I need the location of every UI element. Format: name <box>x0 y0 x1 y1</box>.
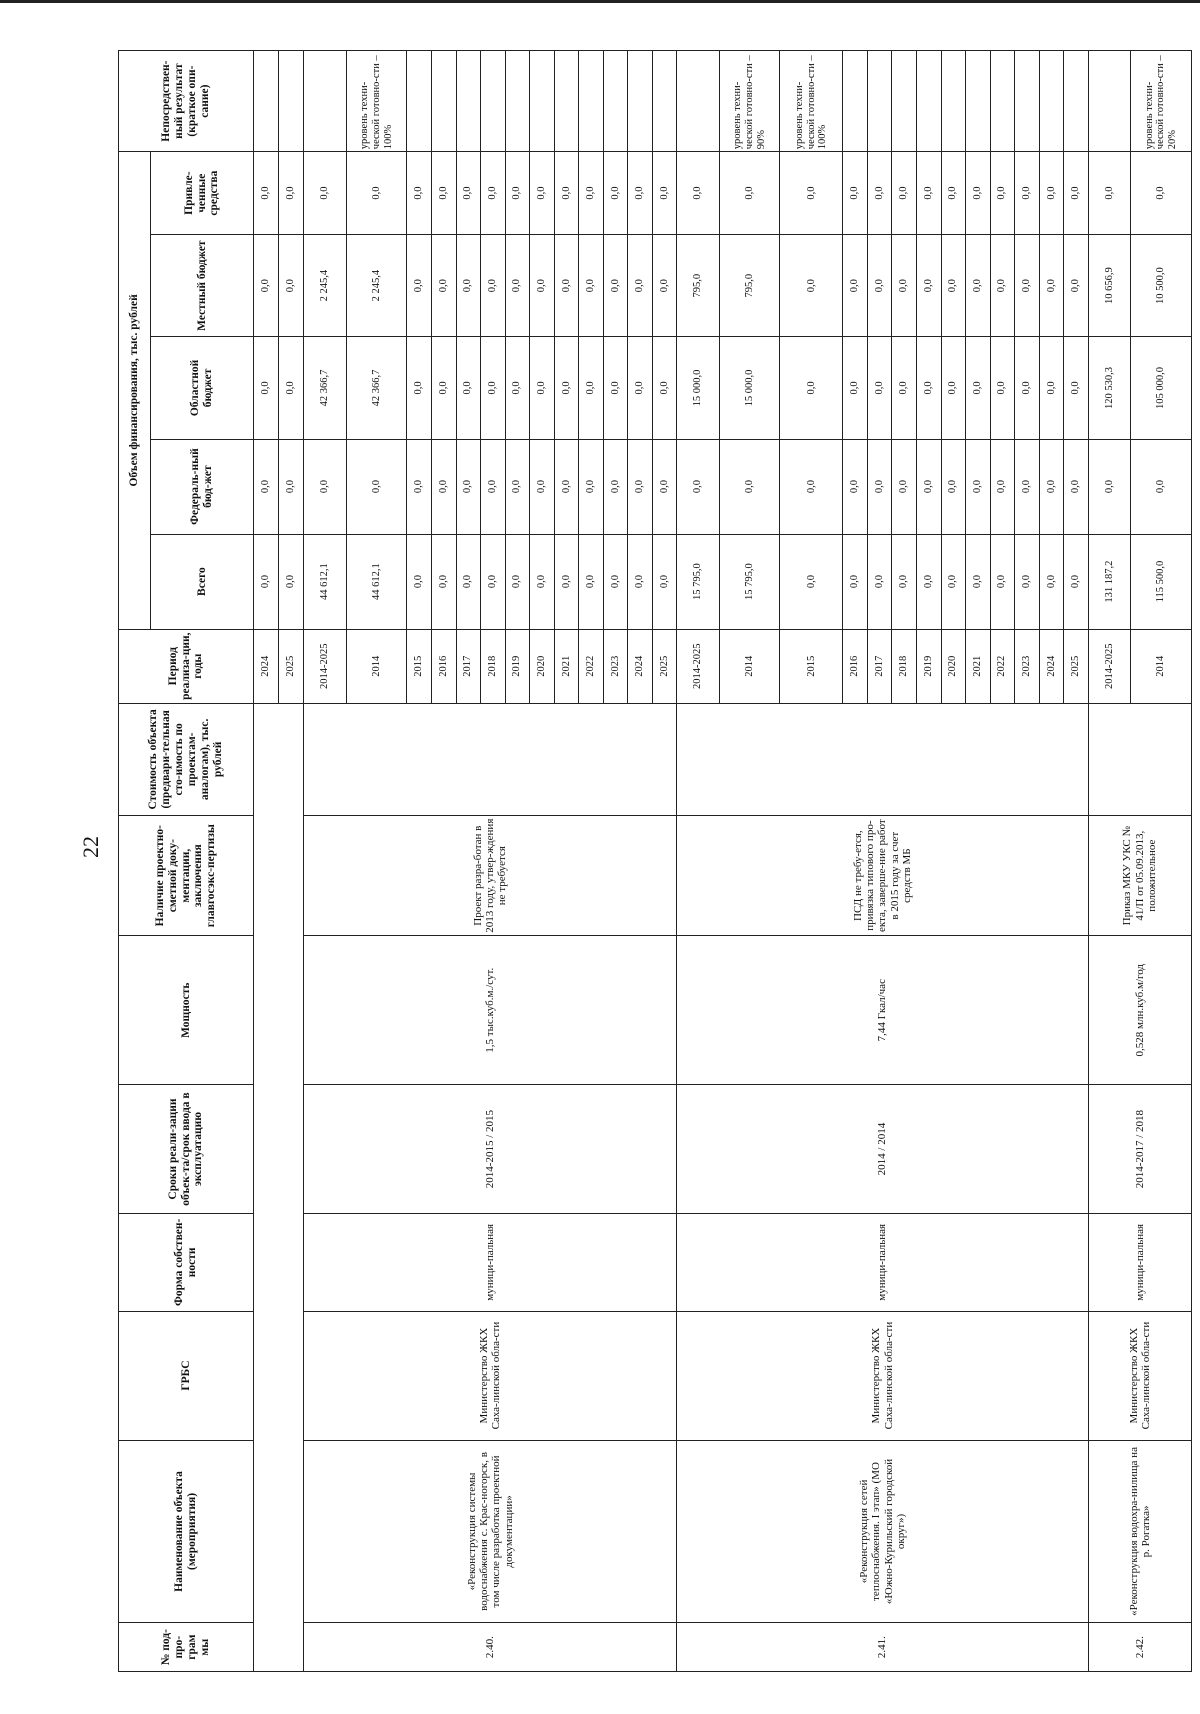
object-name: «Реконструкция сетей теплоснабжения. I этап» (МО «Южно-Курильский городской округ») <box>677 1440 1088 1623</box>
carry-over-blank <box>254 703 304 1671</box>
period-cell: 2014 <box>347 629 407 703</box>
regional-cell: 0,0 <box>407 337 432 439</box>
local-cell: 0,0 <box>966 235 991 337</box>
result-cell <box>254 51 279 152</box>
attracted-cell: 0,0 <box>456 152 481 235</box>
total-cell: 0,0 <box>628 534 653 629</box>
regional-cell: 42 366,7 <box>347 337 407 439</box>
result-cell <box>603 51 628 152</box>
total-cell: 0,0 <box>941 534 966 629</box>
header-design-docs: Наличие проектно-сметной доку-ментации, заключения главгосэкс-пертизы <box>119 815 254 936</box>
attracted-cell: 0,0 <box>628 152 653 235</box>
local-cell: 0,0 <box>892 235 917 337</box>
object-design-docs: Проект разра-ботан в 2013 году, утвер-ждения не требуется <box>304 815 677 936</box>
attracted-cell: 0,0 <box>505 152 530 235</box>
result-cell <box>279 51 304 152</box>
result-cell: уровень техни-ческой готовно-сти – 20% <box>1131 51 1192 152</box>
total-cell: 0,0 <box>843 534 868 629</box>
local-cell: 0,0 <box>579 235 604 337</box>
header-no: № под-про-грам мы <box>119 1623 254 1672</box>
period-cell: 2014 <box>1131 629 1192 703</box>
total-cell: 0,0 <box>780 534 843 629</box>
regional-cell: 0,0 <box>628 337 653 439</box>
regional-cell: 0,0 <box>554 337 579 439</box>
federal-cell: 0,0 <box>554 439 579 534</box>
result-cell <box>554 51 579 152</box>
top-edge-rule <box>0 0 1200 3</box>
regional-cell: 0,0 <box>652 337 677 439</box>
result-cell <box>628 51 653 152</box>
program-objects-table <box>118 50 1192 1672</box>
federal-cell: 0,0 <box>843 439 868 534</box>
regional-cell: 0,0 <box>916 337 941 439</box>
period-cell: 2025 <box>279 629 304 703</box>
federal-cell: 0,0 <box>941 439 966 534</box>
header-terms: Сроки реали-зации объек-та/срок ввода в эксплуатацию <box>119 1085 254 1214</box>
federal-cell: 0,0 <box>456 439 481 534</box>
period-cell: 2018 <box>892 629 917 703</box>
federal-cell: 0,0 <box>628 439 653 534</box>
regional-cell: 0,0 <box>254 337 279 439</box>
regional-cell: 0,0 <box>481 337 506 439</box>
header-local: Местный бюджет <box>151 235 254 337</box>
result-cell <box>432 51 457 152</box>
total-cell: 0,0 <box>254 534 279 629</box>
result-cell: уровень техни-ческой готовно-сти – 90% <box>720 51 780 152</box>
period-cell: 2025 <box>1064 629 1089 703</box>
result-cell <box>941 51 966 152</box>
table-row <box>1088 51 1131 1672</box>
attracted-cell: 0,0 <box>407 152 432 235</box>
regional-cell: 0,0 <box>966 337 991 439</box>
total-cell: 0,0 <box>1064 534 1089 629</box>
local-cell: 10 500,0 <box>1131 235 1192 337</box>
regional-cell: 0,0 <box>1064 337 1089 439</box>
total-cell: 0,0 <box>916 534 941 629</box>
rotated-table-container <box>118 50 1192 1672</box>
regional-cell: 0,0 <box>530 337 555 439</box>
regional-cell: 0,0 <box>867 337 892 439</box>
regional-cell: 0,0 <box>1015 337 1040 439</box>
object-grbs: Министерство ЖКХ Саха-линской обла-сти <box>1088 1311 1191 1440</box>
total-cell: 0,0 <box>966 534 991 629</box>
attracted-cell: 0,0 <box>652 152 677 235</box>
period-cell: 2024 <box>254 629 279 703</box>
total-cell: 0,0 <box>1015 534 1040 629</box>
regional-cell: 0,0 <box>780 337 843 439</box>
local-cell: 0,0 <box>843 235 868 337</box>
header-period: Период реализа-ции, годы <box>119 629 254 703</box>
local-cell: 0,0 <box>1015 235 1040 337</box>
federal-cell: 0,0 <box>407 439 432 534</box>
attracted-cell: 0,0 <box>304 152 347 235</box>
result-cell <box>966 51 991 152</box>
total-cell: 15 795,0 <box>720 534 780 629</box>
table-row <box>304 51 347 1672</box>
result-cell <box>530 51 555 152</box>
total-cell: 0,0 <box>1039 534 1064 629</box>
federal-cell: 0,0 <box>780 439 843 534</box>
local-cell: 0,0 <box>432 235 457 337</box>
regional-cell: 0,0 <box>432 337 457 439</box>
header-capacity: Мощность <box>119 936 254 1085</box>
local-cell: 2 245,4 <box>347 235 407 337</box>
federal-cell: 0,0 <box>432 439 457 534</box>
federal-cell: 0,0 <box>481 439 506 534</box>
regional-cell: 0,0 <box>279 337 304 439</box>
local-cell: 0,0 <box>1039 235 1064 337</box>
regional-cell: 0,0 <box>456 337 481 439</box>
object-capacity: 0,528 млн.куб.м/год <box>1088 936 1191 1085</box>
table-header <box>119 51 254 1672</box>
total-cell: 0,0 <box>456 534 481 629</box>
period-cell: 2020 <box>530 629 555 703</box>
federal-cell: 0,0 <box>720 439 780 534</box>
total-cell: 0,0 <box>579 534 604 629</box>
attracted-cell: 0,0 <box>916 152 941 235</box>
federal-cell: 0,0 <box>1131 439 1192 534</box>
header-funding-group: Объем финансирования, тыс. рублей <box>119 152 151 629</box>
local-cell: 0,0 <box>628 235 653 337</box>
object-cost <box>1088 703 1191 815</box>
total-cell: 0,0 <box>481 534 506 629</box>
regional-cell: 42 366,7 <box>304 337 347 439</box>
object-design-docs: ПСД не требу-ется, привязка типового про-екта, заверше-ние работ в 2015 году за счет средств МБ <box>677 815 1088 936</box>
object-ownership: муници-пальная <box>304 1214 677 1311</box>
local-cell: 0,0 <box>941 235 966 337</box>
period-cell: 2023 <box>1015 629 1040 703</box>
attracted-cell: 0,0 <box>677 152 720 235</box>
result-cell: уровень техни-ческой готовно-сти – 100% <box>347 51 407 152</box>
period-cell: 2014-2025 <box>1088 629 1131 703</box>
period-cell: 2023 <box>603 629 628 703</box>
federal-cell: 0,0 <box>1039 439 1064 534</box>
result-cell <box>505 51 530 152</box>
local-cell: 0,0 <box>505 235 530 337</box>
local-cell: 0,0 <box>990 235 1015 337</box>
object-grbs: Министерство ЖКХ Саха-линской обла-сти <box>677 1311 1088 1440</box>
attracted-cell: 0,0 <box>1131 152 1192 235</box>
period-cell: 2015 <box>407 629 432 703</box>
total-cell: 0,0 <box>892 534 917 629</box>
local-cell: 2 245,4 <box>304 235 347 337</box>
total-cell: 115 500,0 <box>1131 534 1192 629</box>
local-cell: 0,0 <box>554 235 579 337</box>
total-cell: 0,0 <box>530 534 555 629</box>
regional-cell: 0,0 <box>990 337 1015 439</box>
attracted-cell: 0,0 <box>867 152 892 235</box>
attracted-cell: 0,0 <box>966 152 991 235</box>
total-cell: 0,0 <box>407 534 432 629</box>
object-name: «Реконструкция водохра-нилища на р. Рогатка» <box>1088 1440 1191 1623</box>
attracted-cell: 0,0 <box>347 152 407 235</box>
local-cell: 0,0 <box>916 235 941 337</box>
local-cell: 0,0 <box>254 235 279 337</box>
local-cell: 0,0 <box>481 235 506 337</box>
header-ownership: Форма собствен-ности <box>119 1214 254 1311</box>
attracted-cell: 0,0 <box>990 152 1015 235</box>
total-cell: 0,0 <box>603 534 628 629</box>
result-cell <box>990 51 1015 152</box>
attracted-cell: 0,0 <box>279 152 304 235</box>
period-cell: 2017 <box>456 629 481 703</box>
result-cell <box>677 51 720 152</box>
header-attracted: Привле-ченные средства <box>151 152 254 235</box>
attracted-cell: 0,0 <box>579 152 604 235</box>
total-cell: 131 187,2 <box>1088 534 1131 629</box>
attracted-cell: 0,0 <box>720 152 780 235</box>
federal-cell: 0,0 <box>916 439 941 534</box>
attracted-cell: 0,0 <box>554 152 579 235</box>
object-capacity: 7,44 Гкал/час <box>677 936 1088 1085</box>
period-cell: 2021 <box>966 629 991 703</box>
period-cell: 2020 <box>941 629 966 703</box>
result-cell <box>867 51 892 152</box>
attracted-cell: 0,0 <box>603 152 628 235</box>
regional-cell: 0,0 <box>603 337 628 439</box>
result-cell <box>1064 51 1089 152</box>
period-cell: 2024 <box>1039 629 1064 703</box>
object-terms: 2014-2017 / 2018 <box>1088 1085 1191 1214</box>
result-cell <box>652 51 677 152</box>
local-cell: 0,0 <box>603 235 628 337</box>
total-cell: 0,0 <box>867 534 892 629</box>
local-cell: 795,0 <box>720 235 780 337</box>
period-cell: 2014 <box>720 629 780 703</box>
object-terms: 2014-2015 / 2015 <box>304 1085 677 1214</box>
object-cost <box>677 703 1088 815</box>
total-cell: 0,0 <box>652 534 677 629</box>
total-cell: 0,0 <box>279 534 304 629</box>
object-number: 2.40. <box>304 1623 677 1672</box>
federal-cell: 0,0 <box>1064 439 1089 534</box>
attracted-cell: 0,0 <box>530 152 555 235</box>
result-cell <box>1088 51 1131 152</box>
federal-cell: 0,0 <box>579 439 604 534</box>
attracted-cell: 0,0 <box>1064 152 1089 235</box>
local-cell: 0,0 <box>407 235 432 337</box>
local-cell: 0,0 <box>652 235 677 337</box>
period-cell: 2014-2025 <box>304 629 347 703</box>
federal-cell: 0,0 <box>304 439 347 534</box>
regional-cell: 0,0 <box>941 337 966 439</box>
total-cell: 44 612,1 <box>304 534 347 629</box>
attracted-cell: 0,0 <box>843 152 868 235</box>
regional-cell: 0,0 <box>843 337 868 439</box>
federal-cell: 0,0 <box>1088 439 1131 534</box>
result-cell <box>892 51 917 152</box>
header-federal: Федераль-ный бюд-жет <box>151 439 254 534</box>
object-terms: 2014 / 2014 <box>677 1085 1088 1214</box>
federal-cell: 0,0 <box>677 439 720 534</box>
period-cell: 2016 <box>843 629 868 703</box>
header-result: Непосредствен-ный результат (краткое опи-сание) <box>119 51 254 152</box>
local-cell: 795,0 <box>677 235 720 337</box>
result-cell <box>843 51 868 152</box>
attracted-cell: 0,0 <box>941 152 966 235</box>
federal-cell: 0,0 <box>892 439 917 534</box>
period-cell: 2025 <box>652 629 677 703</box>
local-cell: 0,0 <box>1064 235 1089 337</box>
local-cell: 10 656,9 <box>1088 235 1131 337</box>
period-cell: 2017 <box>867 629 892 703</box>
federal-cell: 0,0 <box>505 439 530 534</box>
federal-cell: 0,0 <box>603 439 628 534</box>
page-number: 22 <box>78 836 103 858</box>
local-cell: 0,0 <box>867 235 892 337</box>
federal-cell: 0,0 <box>867 439 892 534</box>
result-cell <box>407 51 432 152</box>
attracted-cell: 0,0 <box>481 152 506 235</box>
federal-cell: 0,0 <box>279 439 304 534</box>
result-cell: уровень техни-ческой готовно-сти – 100% <box>780 51 843 152</box>
result-cell <box>1015 51 1040 152</box>
table-row <box>254 51 279 1672</box>
period-cell: 2019 <box>916 629 941 703</box>
object-capacity: 1,5 тыс.куб.м./сут. <box>304 936 677 1085</box>
result-cell <box>579 51 604 152</box>
regional-cell: 0,0 <box>892 337 917 439</box>
local-cell: 0,0 <box>456 235 481 337</box>
object-grbs: Министерство ЖКХ Саха-линской обла-сти <box>304 1311 677 1440</box>
header-grbs: ГРБС <box>119 1311 254 1440</box>
attracted-cell: 0,0 <box>1039 152 1064 235</box>
federal-cell: 0,0 <box>966 439 991 534</box>
result-cell <box>481 51 506 152</box>
object-ownership: муници-пальная <box>677 1214 1088 1311</box>
regional-cell: 105 000,0 <box>1131 337 1192 439</box>
result-cell <box>304 51 347 152</box>
attracted-cell: 0,0 <box>432 152 457 235</box>
attracted-cell: 0,0 <box>254 152 279 235</box>
local-cell: 0,0 <box>780 235 843 337</box>
period-cell: 2018 <box>481 629 506 703</box>
period-cell: 2014-2025 <box>677 629 720 703</box>
period-cell: 2015 <box>780 629 843 703</box>
result-cell <box>1039 51 1064 152</box>
attracted-cell: 0,0 <box>892 152 917 235</box>
object-cost <box>304 703 677 815</box>
regional-cell: 120 530,3 <box>1088 337 1131 439</box>
table-row <box>677 51 720 1672</box>
period-cell: 2022 <box>990 629 1015 703</box>
total-cell: 15 795,0 <box>677 534 720 629</box>
regional-cell: 15 000,0 <box>677 337 720 439</box>
period-cell: 2021 <box>554 629 579 703</box>
object-ownership: муници-пальная <box>1088 1214 1191 1311</box>
federal-cell: 0,0 <box>530 439 555 534</box>
total-cell: 0,0 <box>432 534 457 629</box>
regional-cell: 15 000,0 <box>720 337 780 439</box>
regional-cell: 0,0 <box>579 337 604 439</box>
attracted-cell: 0,0 <box>780 152 843 235</box>
attracted-cell: 0,0 <box>1088 152 1131 235</box>
table-body <box>254 51 1192 1672</box>
regional-cell: 0,0 <box>1039 337 1064 439</box>
object-number: 2.42. <box>1088 1623 1191 1672</box>
total-cell: 0,0 <box>554 534 579 629</box>
object-number: 2.41. <box>677 1623 1088 1672</box>
header-regional: Областной бюджет <box>151 337 254 439</box>
total-cell: 44 612,1 <box>347 534 407 629</box>
total-cell: 0,0 <box>990 534 1015 629</box>
period-cell: 2024 <box>628 629 653 703</box>
header-name: Наименование объекта (мероприятия) <box>119 1440 254 1623</box>
federal-cell: 0,0 <box>1015 439 1040 534</box>
result-cell <box>916 51 941 152</box>
federal-cell: 0,0 <box>347 439 407 534</box>
federal-cell: 0,0 <box>254 439 279 534</box>
period-cell: 2019 <box>505 629 530 703</box>
federal-cell: 0,0 <box>990 439 1015 534</box>
attracted-cell: 0,0 <box>1015 152 1040 235</box>
local-cell: 0,0 <box>530 235 555 337</box>
regional-cell: 0,0 <box>505 337 530 439</box>
total-cell: 0,0 <box>505 534 530 629</box>
local-cell: 0,0 <box>279 235 304 337</box>
header-total: Всего <box>151 534 254 629</box>
period-cell: 2022 <box>579 629 604 703</box>
header-cost: Стоимость объекта (предвари-тельная сто-имость по проектам-аналогам), тыс. рублей <box>119 703 254 815</box>
object-design-docs: Приказ МКУ УКС № 41/П от 05.09.2013, положительное <box>1088 815 1191 936</box>
object-name: «Реконструкция системы водоснабжения с. Крас-ногорск, в том числе разработка проектной документации» <box>304 1440 677 1623</box>
federal-cell: 0,0 <box>652 439 677 534</box>
result-cell <box>456 51 481 152</box>
period-cell: 2016 <box>432 629 457 703</box>
